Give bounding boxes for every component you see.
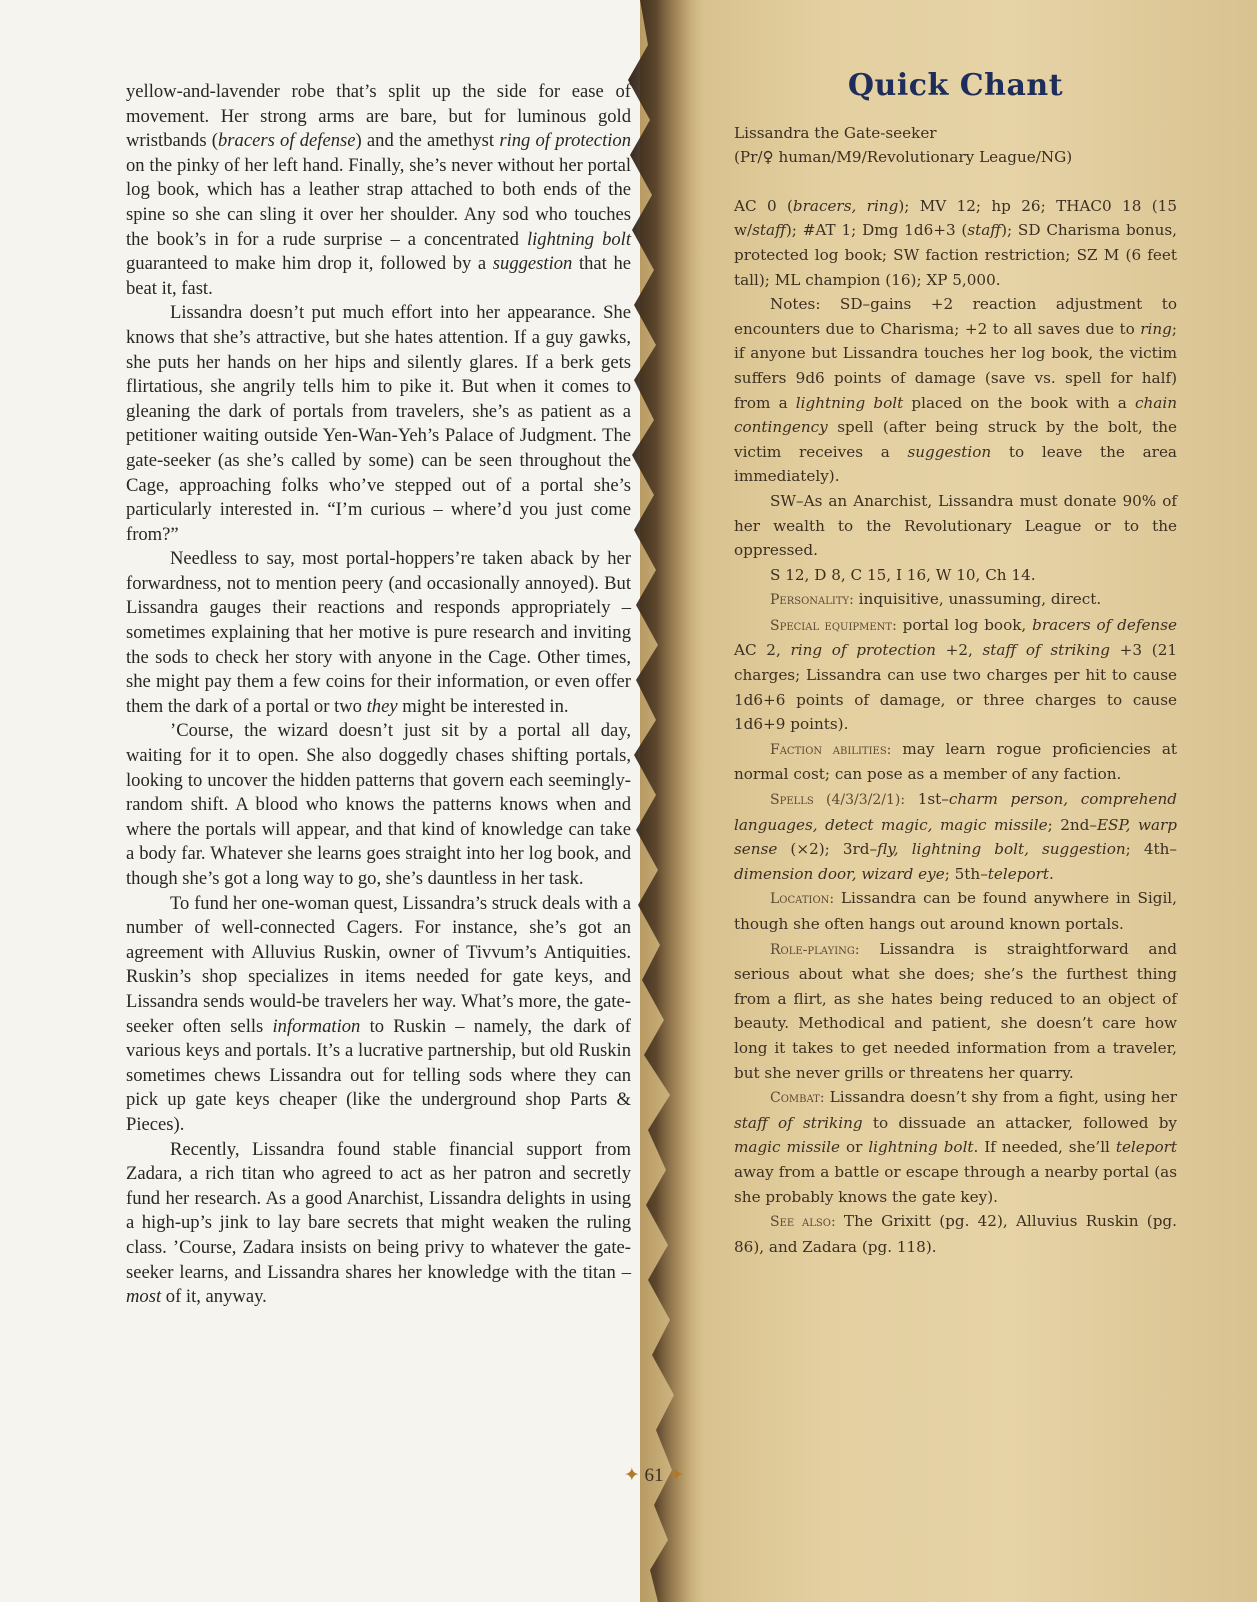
italic-run: they xyxy=(366,695,398,717)
text-run: might be interested in. xyxy=(397,695,569,717)
ability-scores xyxy=(734,563,1177,588)
text-run: guaranteed to make him drop it, followed by a xyxy=(126,253,493,275)
italic-run: fly, lightning bolt, suggestion xyxy=(877,840,1126,859)
italic-run: lightning bolt xyxy=(795,393,904,412)
text-run: +3 (21 charges; Lissandra can use two charges per hit to cause 1d6+6 points of damage, or three charges to cause 1d6+9 points). xyxy=(734,641,1178,734)
sw-paragraph xyxy=(734,489,1177,563)
run-label: Combat: xyxy=(770,1090,825,1107)
run-label: Faction abilities: xyxy=(770,741,892,758)
text-run: Lissandra doesn’t shy from a fight, using her xyxy=(824,1088,1177,1107)
text-run: Lissandra can be found anywhere in Sigil, though she often hangs out around known portals. xyxy=(734,889,1177,933)
text-run: SW–As an Anarchist, Lissandra must donate 90% of her wealth to the Revolutionary League or to the oppressed. xyxy=(734,491,1177,560)
roleplaying-paragraph xyxy=(734,937,1177,1086)
text-run: placed on the book with a xyxy=(903,393,1136,412)
run-label: Special equipment: xyxy=(770,617,897,634)
page-number: 61 xyxy=(644,1465,664,1486)
italic-run: information xyxy=(272,1015,361,1037)
body-paragraph xyxy=(126,301,631,547)
stat-block xyxy=(734,194,1177,292)
text-run: ); SD Charisma bonus, protected log book; SW faction restriction; SZ M (6 feet tall); ML champion (16); XP 5,000. xyxy=(734,221,1177,289)
italic-run: staff of striking xyxy=(734,1113,863,1132)
text-run: Lissandra is straightforward and serious about what she does; she’s the furthest thing from a flirt, as she hates being reduced to an object of beauty. Methodical and patient, she doesn’t care how long it takes to get needed information from a traveler, but she never grills or threatens her quarry. xyxy=(734,939,1177,1082)
text-run: Notes: SD–gains +2 reaction adjustment to encounters due to Charisma; +2 to all saves due to xyxy=(734,295,1177,338)
text-run: on the pinky of her left hand. Finally, she’s never without her portal log book, which has a leather strap attached to both ends of the spine so she can sling it over her shoulder. Any sod who touches the book’s in for a rude surprise – a concentrated xyxy=(126,154,631,250)
equipment-paragraph xyxy=(734,613,1177,737)
italic-run: staff of striking xyxy=(982,641,1110,660)
ornament-icon: ✦ xyxy=(668,1465,685,1486)
page-number-footer xyxy=(604,1464,704,1487)
text-run: AC 2, xyxy=(734,641,791,660)
italic-run: dimension door, wizard eye xyxy=(734,864,945,883)
text-run: ); MV 12; hp 26; THAC0 18 (15 w/ xyxy=(734,196,1177,240)
text-run: away from a battle or escape through a nearby portal (as she probably knows the gate key). xyxy=(734,1162,1177,1206)
character-class: (Pr/♀ human/M9/Revolutionary League/NG) xyxy=(734,148,1073,167)
body-paragraph xyxy=(126,719,631,891)
run-label: See also: xyxy=(770,1214,836,1231)
text-run: +2, xyxy=(935,641,983,660)
run-label: Spells (4/3/3/2/1): xyxy=(770,792,906,809)
notes-paragraph xyxy=(734,292,1177,489)
italic-run: bracers of defense xyxy=(218,130,356,152)
italic-run: ring xyxy=(1140,319,1172,338)
italic-run: teleport xyxy=(987,864,1049,883)
run-label: Personality: xyxy=(770,592,854,609)
faction-paragraph xyxy=(734,737,1177,787)
ornament-icon: ✦ xyxy=(623,1465,640,1486)
character-header xyxy=(734,121,1177,170)
italic-run: chain contingency xyxy=(734,393,1177,437)
italic-run: suggestion xyxy=(492,253,573,275)
text-run: yellow-and-lavender robe that’s split up the side for ease of movement. Her strong arms are bare, but for luminous gold wristbands ( xyxy=(126,81,631,152)
italic-run: suggestion xyxy=(907,442,992,461)
text-run: to dissuade an attacker, followed by xyxy=(862,1113,1177,1132)
text-run: of it, anyway. xyxy=(161,1286,267,1308)
text-run: (×2); 3rd– xyxy=(777,840,878,859)
text-run: S 12, D 8, C 15, I 16, W 10, Ch 14. xyxy=(770,565,1036,584)
text-run: ; if anyone but Lissandra touches her log book, the victim suffers 9d6 points of damage (save vs. spell for half) from a xyxy=(734,319,1177,412)
text-run: may learn rogue proficiencies at normal cost; can pose as a member of any faction. xyxy=(734,739,1177,784)
text-run: ; 2nd– xyxy=(1047,815,1097,834)
see-also-paragraph xyxy=(734,1209,1177,1259)
body-paragraph xyxy=(126,80,631,301)
text-run: that he beat it, fast. xyxy=(126,253,631,299)
text-run: ’Course, the wizard doesn’t just sit by a portal all day, waiting for it to open. She also doggedly chases shifting portals, looking to uncover the hidden patterns that govern each seemingly-random shift. A blood who knows the patterns knows when and where the portals will appear, and that kind of knowledge can take a body far. Whatever she learns goes straight into her log book, and though she’s got a long way to go, she’s dauntless in her task. xyxy=(126,720,631,889)
italic-run: teleport xyxy=(1115,1138,1178,1157)
body-paragraph xyxy=(126,892,631,1138)
character-name: Lissandra the Gate-seeker xyxy=(734,123,937,142)
run-label: Location: xyxy=(770,891,835,908)
text-run: ) and the amethyst xyxy=(355,130,500,152)
text-run: The Grixitt (pg. 42), Alluvius Ruskin (pg. 86), and Zadara (pg. 118). xyxy=(734,1212,1177,1256)
text-run: or xyxy=(840,1138,869,1157)
italic-run: magic missile xyxy=(734,1138,841,1157)
text-run: ; 5th– xyxy=(944,864,988,883)
text-run: spell (after being struck by the bolt, the victim receives a xyxy=(734,418,1177,461)
text-run: . xyxy=(1048,864,1054,883)
italic-run: lightning bolt xyxy=(868,1138,974,1157)
italic-run: bracers, ring xyxy=(792,196,899,215)
text-run: To fund her one-woman quest, Lissandra’s struck deals with a number of well-connected Cagers. For instance, she’s got an agreement with Alluvius Ruskin, owner of Tivvum’s Antiquities. Ruskin’s shop specializes in items needed for gate keys, and Lissandra sends would-be travelers her way. What’s more, the gate-seeker often sells xyxy=(126,892,631,1037)
text-run: ); #AT 1; Dmg 1d6+3 ( xyxy=(785,221,968,240)
text-run: to leave the area immediately). xyxy=(734,442,1177,486)
text-run: inquisitive, unassuming, direct. xyxy=(853,590,1102,609)
italic-run: staff xyxy=(752,221,786,240)
italic-run: most xyxy=(126,1286,162,1308)
quick-chant-sidebar xyxy=(734,68,1178,1259)
personality-paragraph xyxy=(734,587,1177,613)
text-run: Lissandra doesn’t put much effort into her appearance. She knows that she’s attractive, but she hates attention. If a guy gawks, she puts her hands on her hips and silently glares. If a berk gets flirtatious, she angrily tells him to pike it. But when it comes to gleaning the dark of portals from travelers, she’s as patient as a petitioner waiting outside Yen-Wan-Yeh’s Palace of Judgment. The gate-seeker (as she’s called by some) can be seen throughout the Cage, approaching folks who’ve stepped out of a portal she’s particularly interested in. “I’m curious – where’d you just come from?” xyxy=(126,302,631,545)
text-run: to Ruskin – namely, the dark of various keys and portals. It’s a lucrative partnership, but old Ruskin sometimes chews Lissandra out for telling sods where they can pick up gate keys cheaper (like the underground shop Parts & Pieces). xyxy=(126,1015,631,1135)
italic-run: bracers of defense xyxy=(1032,615,1177,634)
text-run: portal log book, xyxy=(896,615,1033,634)
text-run: Needless to say, most portal-hoppers’re taken aback by her forwardness, not to mention peery (and occasionally annoyed). But Lissandra gauges their reactions and responds appropriately – sometimes explaining that her motive is pure research and inviting the sods to check her story with anyone in the Cage. Other times, she might pay them a few coins for their information, or even offer them the dark of a portal or two xyxy=(126,548,631,717)
text-run: 1st– xyxy=(905,790,949,809)
italic-run: staff xyxy=(967,221,1002,240)
run-label: Role-playing: xyxy=(770,941,860,958)
body-text-column xyxy=(126,80,631,1310)
sidebar-title: Quick Chant xyxy=(847,68,1064,103)
italic-run: lightning bolt xyxy=(526,228,631,250)
text-run: Recently, Lissandra found stable financial support from Zadara, a rich titan who agreed to act as her patron and secretly fund her research. As a good Anarchist, Lissandra delights in using a high-up’s jink to lay bare secrets that might weaken the ruling class. ’Course, Zadara insists on being privy to whatever the gate-seeker learns, and Lissandra shares her knowledge with the titan – xyxy=(126,1138,631,1283)
italic-run: ring of protection xyxy=(790,641,936,660)
text-run: ; 4th– xyxy=(1125,840,1178,859)
location-paragraph xyxy=(734,886,1177,936)
text-run: AC 0 ( xyxy=(734,196,793,215)
body-paragraph xyxy=(126,1138,631,1310)
spells-paragraph xyxy=(734,787,1177,886)
italic-run: ESP, warp sense xyxy=(734,815,1177,859)
italic-run: charm person, comprehend languages, detect magic, magic missile xyxy=(734,790,1178,834)
body-paragraph xyxy=(126,547,631,719)
text-run: . If needed, she’ll xyxy=(973,1138,1116,1157)
combat-paragraph xyxy=(734,1085,1177,1209)
italic-run: ring of protection xyxy=(499,130,631,152)
